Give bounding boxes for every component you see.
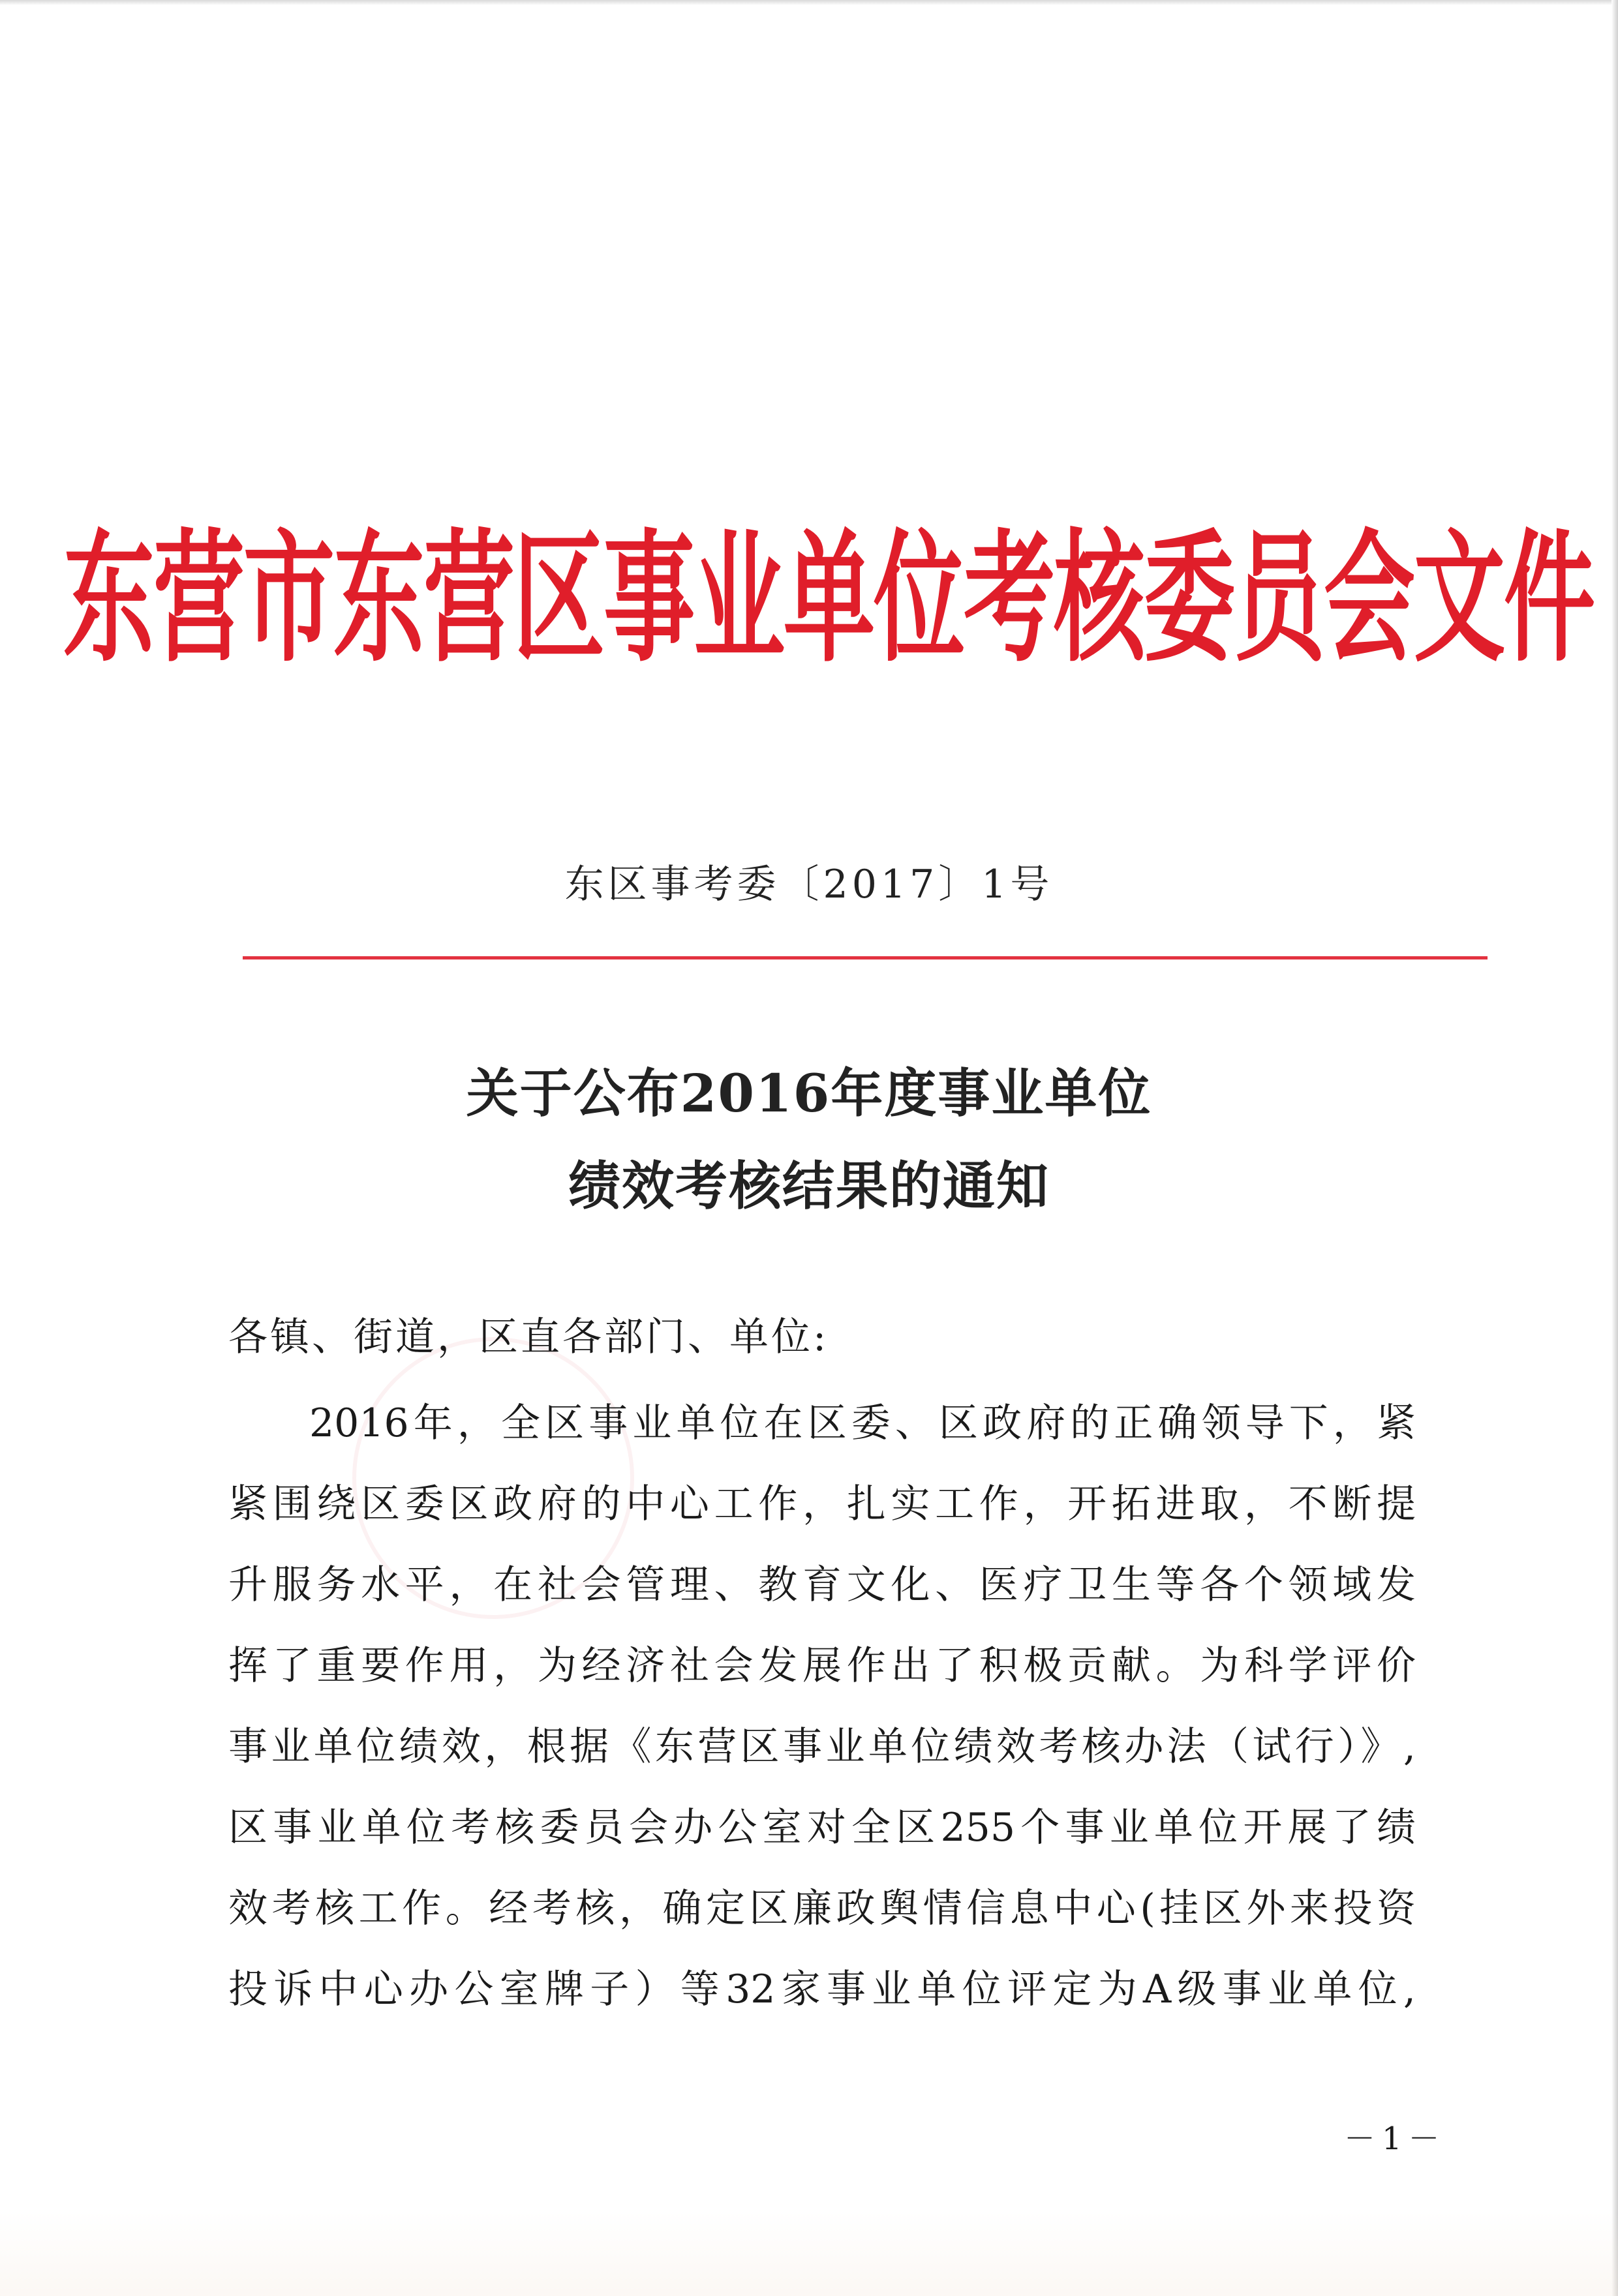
scan-bottom-fade (0, 2211, 1618, 2296)
body-line: 效考核工作。经考核，确定区廉政舆情信息中心(挂区外来投资 (228, 1886, 1416, 1931)
salutation: 各镇、街道，区直各部门、单位: (228, 1314, 829, 1360)
body-text (228, 1383, 1416, 2030)
masthead-title: 东营市东营区事业单位考核委员会文件 (63, 517, 1595, 682)
body-line: 事业单位绩效，根据《东营区事业单位绩效考核办法（试行）》, (228, 1724, 1416, 1770)
document-number: 东区事考委〔2017〕1号 (564, 862, 1054, 907)
notice-title-line-1: 关于公布2016年度事业单位 (466, 1063, 1152, 1124)
page-number: －1－ (1344, 2121, 1446, 2157)
notice-title-line-2: 绩效考核结果的通知 (568, 1155, 1050, 1216)
scan-edge-top (0, 0, 1618, 5)
body-line: 2016年，全区事业单位在区委、区政府的正确领导下，紧 (309, 1400, 1416, 1446)
body-line: 区事业单位考核委员会办公室对全区255个事业单位开展了绩 (228, 1805, 1416, 1850)
body-line: 挥了重要作用，为经济社会发展作出了积极贡献。为科学评价 (228, 1643, 1416, 1689)
body-line: 升服务水平，在社会管理、教育文化、医疗卫生等各个领域发 (228, 1562, 1416, 1608)
masthead (63, 470, 1595, 704)
red-divider-rule (243, 956, 1488, 959)
body-line: 紧围绕区委区政府的中心工作，扎实工作，开拓进取，不断提 (228, 1481, 1416, 1527)
body-line: 投诉中心办公室牌子）等32家事业单位评定为A级事业单位, (228, 1967, 1416, 2012)
